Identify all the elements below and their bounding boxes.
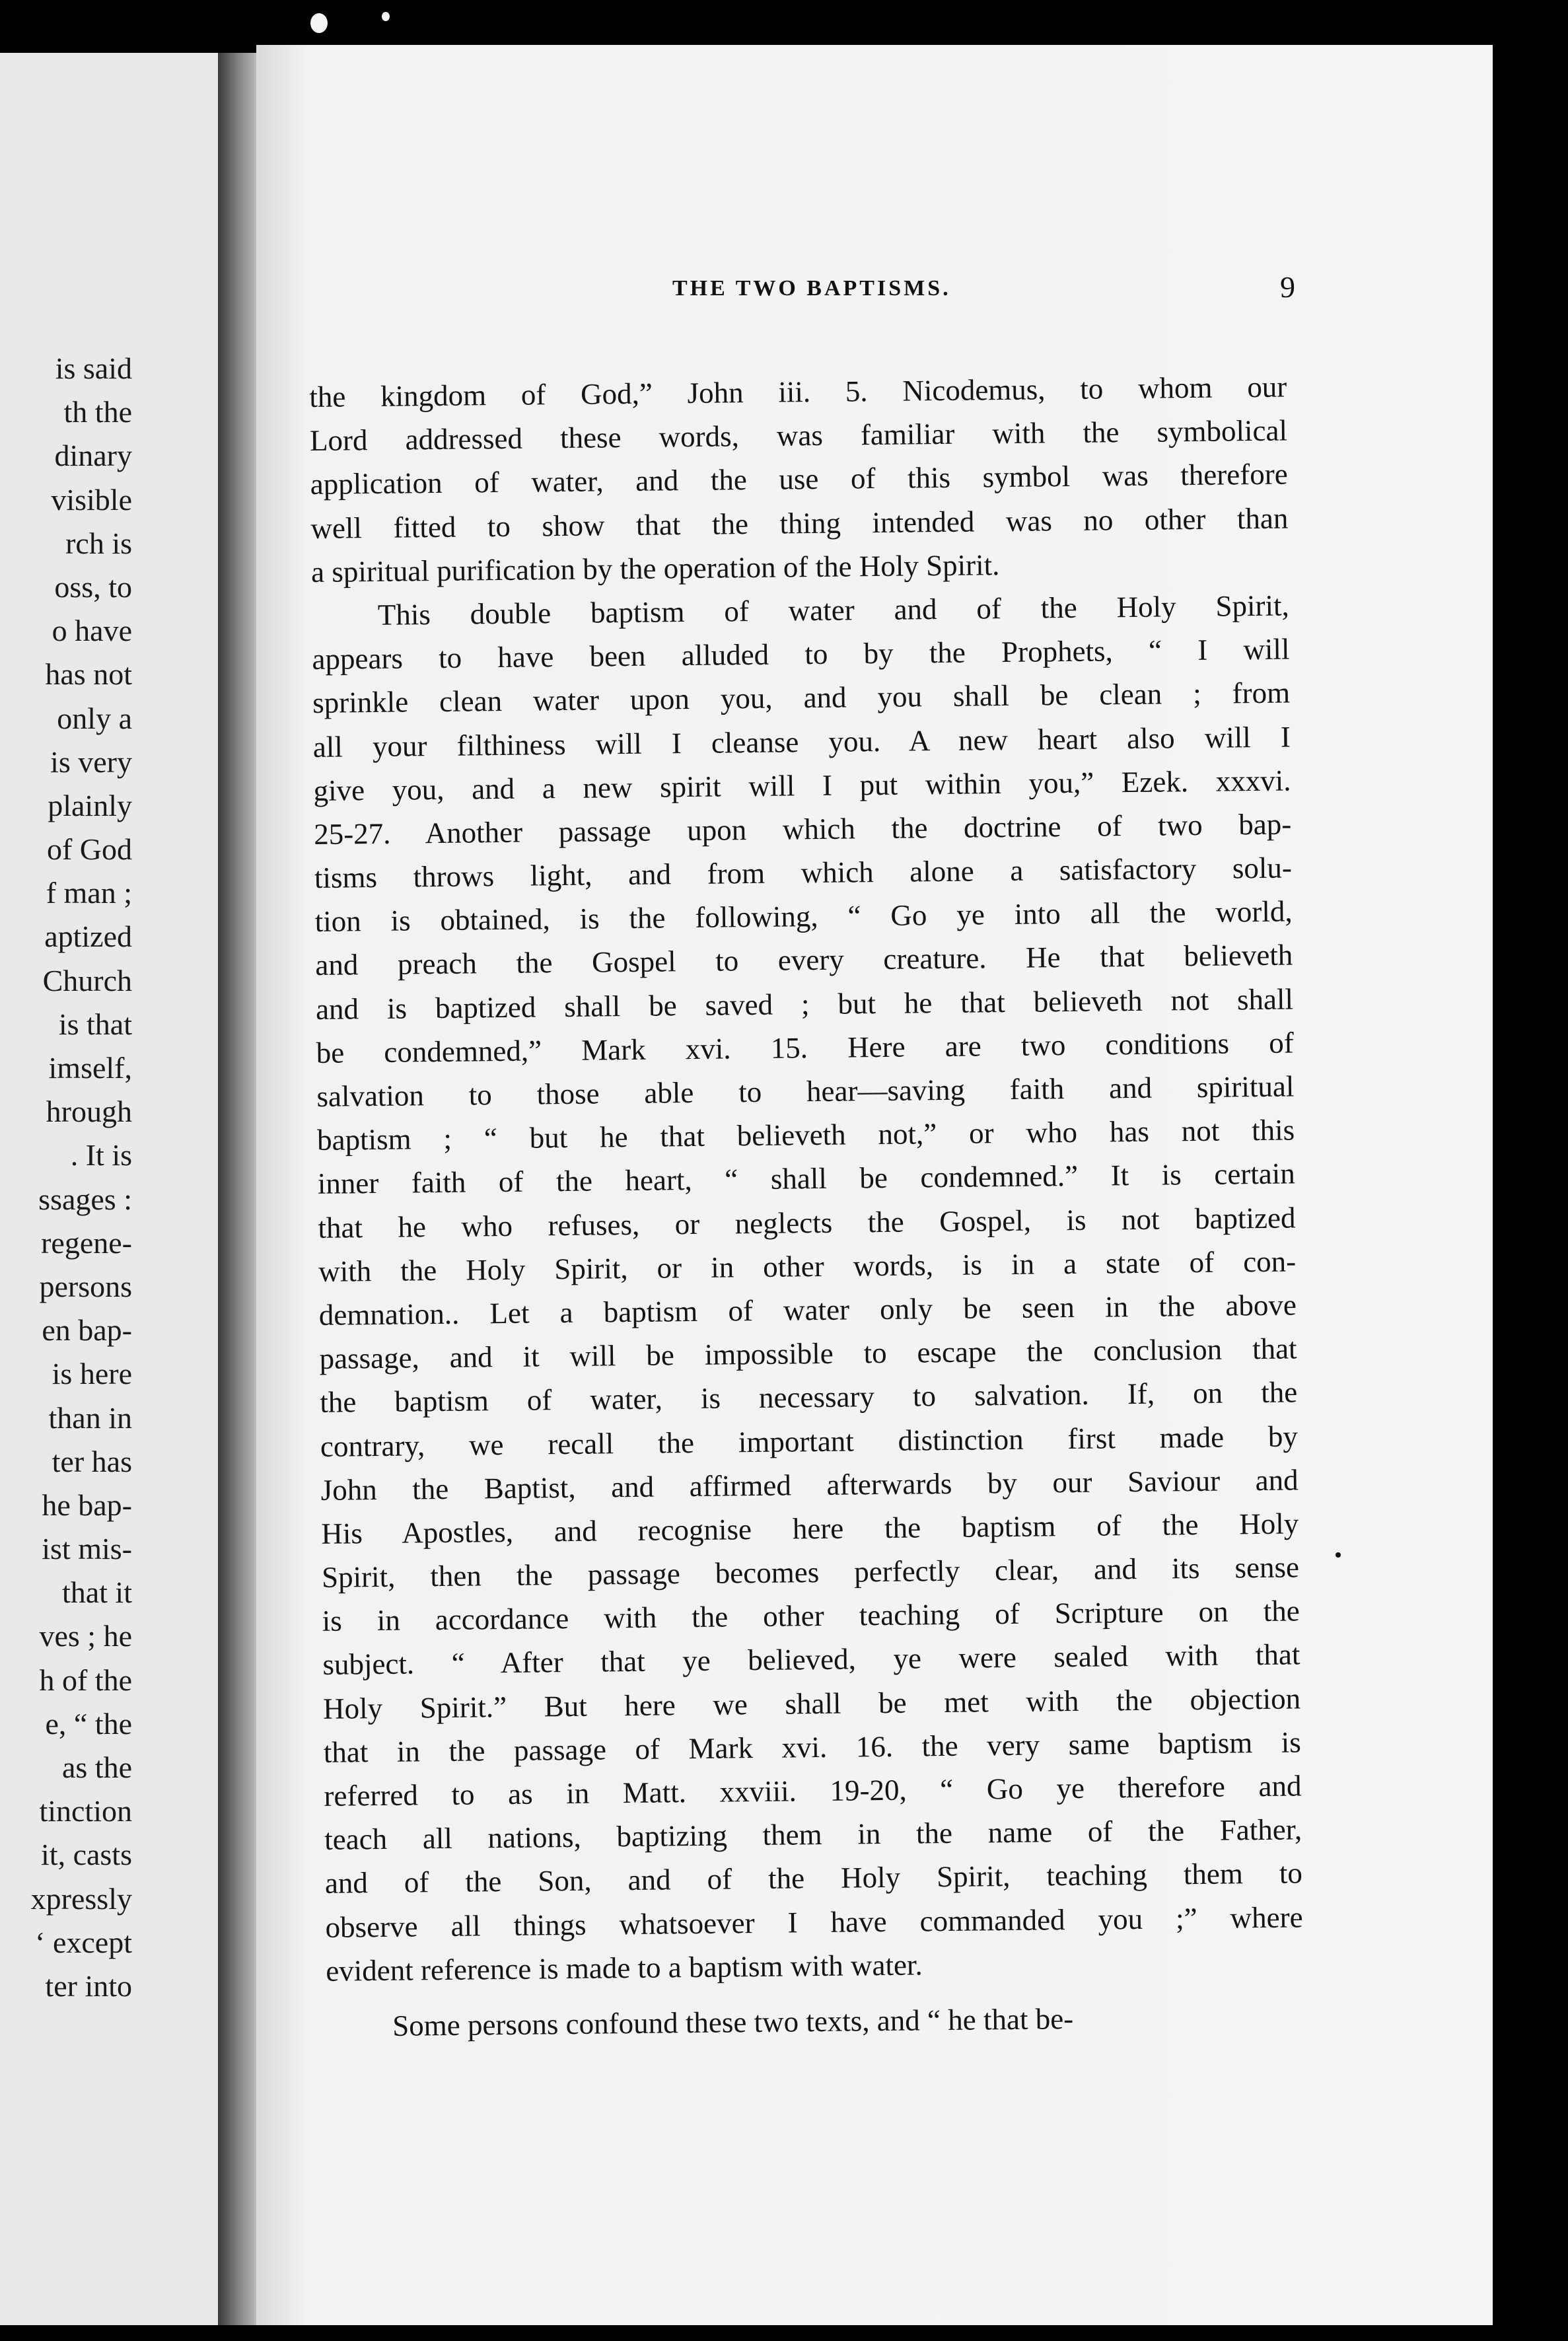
left-page-line: is very (50, 744, 132, 779)
left-page-line: of God (46, 832, 132, 867)
text-line: all your filthiness will I cleanse you. A new heart also will I (312, 719, 1291, 764)
text-line: give you, and a new spirit will I put within you,” Ezek. xxxvi. (313, 764, 1291, 807)
text-line: with the Holy Spirit, or in other words, is in a state of con- (318, 1244, 1297, 1288)
text-line: contrary, we recall the important distinction first made by (320, 1419, 1299, 1463)
text-line: Spirit, then the passage becomes perfectly clear, and its sense (321, 1550, 1300, 1594)
left-page-line: it, casts (41, 1838, 132, 1872)
text-line: Some persons confound these two texts, and “ he that be- (392, 2001, 1074, 2042)
text-line: is in accordance with the other teaching of Scripture on the (322, 1594, 1300, 1638)
scan-artifact (931, 2312, 941, 2325)
text-line: sprinkle clean water upon you, and you shall be clean ; from (312, 676, 1291, 720)
paragraph (309, 365, 1289, 594)
text-line: Lord addressed these words, was familiar with the symbolical (309, 414, 1288, 458)
text-line: inner faith of the heart, “ shall be condemned.” It is certain (317, 1157, 1296, 1201)
left-page-line: aptized (44, 919, 132, 954)
text-line: salvation to those able to hear—saving faith and spiritual (316, 1069, 1295, 1113)
text-line: evident reference is made to a baptism with water. (326, 1948, 923, 1988)
text-line: observe all things whatsoever I have commanded you ;” where (325, 1900, 1303, 1944)
text-line: and of the Son, and of the Holy Spirit, teaching them to (324, 1856, 1303, 1900)
scan-artifact (310, 13, 328, 33)
paragraph (326, 1994, 1304, 2048)
left-page-line: is here (52, 1357, 132, 1391)
right-page (256, 45, 1493, 2325)
left-page-line: ves ; he (39, 1619, 132, 1653)
left-facing-page (0, 53, 218, 2325)
text-line: and is baptized shall be saved ; but he that believeth not shall (315, 982, 1294, 1026)
left-page-line: h of the (39, 1663, 132, 1697)
left-page-line: o have (52, 614, 132, 648)
left-page-line: xpressly (30, 1881, 132, 1916)
left-page-line: is that (58, 1007, 132, 1041)
left-page-line: only a (57, 701, 132, 735)
left-page-line: visible (51, 482, 132, 517)
text-line: baptism ; “ but he that believeth not,” or who has not this (316, 1113, 1295, 1157)
left-page-line: he bap- (42, 1488, 132, 1522)
text-line: teach all nations, baptizing them in the name of the Father, (324, 1813, 1302, 1857)
left-page-line: persons (39, 1269, 132, 1303)
left-page-line: imself, (48, 1051, 132, 1085)
text-line: tisms throws light, and from which alone a satisfactory solu- (314, 851, 1293, 895)
text-line: and preach the Gospel to every creature. He that believeth (315, 938, 1293, 982)
text-line: Holy Spirit.” But here we shall be met with the objection (322, 1682, 1301, 1725)
book-spine-gutter (218, 53, 258, 2325)
left-page-line: tinction (39, 1794, 132, 1828)
left-page-line: th the (63, 395, 132, 429)
left-page-line: dinary (54, 439, 132, 473)
text-line: passage, and it will be impossible to escape the conclusion that (319, 1332, 1297, 1376)
left-page-line: is said (55, 351, 132, 385)
text-line: well fitted to show that the thing intended was no other than (310, 501, 1289, 545)
scan-artifact (382, 12, 390, 21)
left-page-line: as the (61, 1750, 132, 1784)
left-page-line: en bap- (42, 1313, 132, 1348)
text-line: a spiritual purification by the operation of the Holy Spirit. (310, 548, 1000, 589)
text-line: demnation.. Let a baptism of water only be seen in the above (318, 1288, 1297, 1332)
paragraph (311, 583, 1303, 1992)
left-page-line: that it (61, 1575, 132, 1610)
text-line: referred to as in Matt. xxviii. 19-20, “ Go ye therefore and (324, 1769, 1302, 1813)
left-page-line: . It is (70, 1138, 132, 1172)
left-page-line: has not (45, 657, 132, 692)
text-line: appears to have been alluded to by the Prophets, “ I will (312, 632, 1290, 676)
left-page-line: ssages : (38, 1182, 132, 1216)
text-line: the kingdom of God,” John iii. 5. Nicodemus, to whom our (309, 370, 1287, 414)
left-page-line: Church (42, 963, 132, 997)
text-line: that he who refuses, or neglects the Gospel, is not baptized (318, 1200, 1296, 1244)
left-page-line: than in (48, 1400, 132, 1435)
text-line: tion is obtained, is the following, “ Go ye into all the world, (314, 894, 1293, 939)
left-page-line: ter has (52, 1444, 132, 1478)
text-line: the baptism of water, is necessary to salvation. If, on the (320, 1375, 1298, 1420)
text-line: This double baptism of water and of the Holy Spirit, (377, 589, 1289, 631)
text-line: that in the passage of Mark xvi. 16. the very same baptism is (323, 1725, 1302, 1769)
left-page-line: hrough (46, 1095, 132, 1129)
left-page-line: ist mis- (42, 1532, 132, 1566)
running-head: THE TWO BAPTISMS. (672, 276, 951, 301)
text-line: be condemned,” Mark xvi. 15. Here are two conditions of (316, 1026, 1294, 1069)
text-line: John the Baptist, and affirmed afterwards by our Saviour and (320, 1463, 1299, 1507)
text-line: subject. “ After that ye believed, ye were sealed with that (322, 1638, 1301, 1682)
text-line: His Apostles, and recognise here the baptism of the Holy (321, 1507, 1299, 1550)
left-page-line: rch is (65, 526, 132, 560)
left-page-line: oss, to (54, 569, 132, 604)
text-line: application of water, and the use of this symbol was therefore (310, 457, 1288, 501)
left-page-line: regene- (41, 1225, 132, 1260)
page-number: 9 (1280, 270, 1295, 304)
left-page-line: ‘ except (35, 1925, 132, 1959)
body-text (309, 365, 1304, 2048)
left-page-line: e, “ the (45, 1706, 132, 1741)
left-page-line: plainly (48, 788, 132, 822)
left-page-line: f man ; (46, 876, 132, 910)
left-page-line: ter into (45, 1968, 132, 2003)
text-line: 25-27. Another passage upon which the doctrine of two bap- (314, 807, 1292, 851)
left-page-text-fragments (0, 347, 132, 2008)
scan-artifact (1336, 1552, 1341, 1558)
